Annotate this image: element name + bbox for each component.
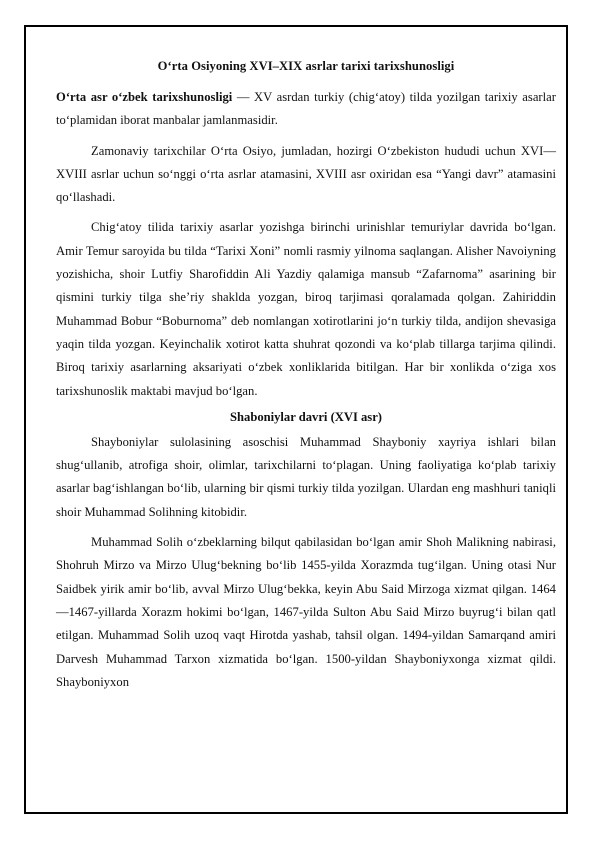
intro-definition: — XV asrdan turkiy (chig‘atoy) tilda yozilgan tarixiy asarlar to‘plamidan iborat manbalar jamlanmasidir. — [56, 90, 556, 128]
section-heading: Shaboniylar davri (XVI asr) — [230, 409, 382, 424]
paragraph-modern-historians: Zamonaviy tarixchilar O‘rta Osiyo, jumladan, hozirgi O‘zbekiston hududi uchun XVI—XVIII asrlar uchun so‘nggi o‘rta asrlar atamasini, XVIII asr oxiridan esa “Yangi davr” atamasini qo‘llashadi. — [56, 143, 556, 205]
paragraph-shaybani-founder: Shayboniylar sulolasining asoschisi Muhammad Shayboniy xayriya ishlari bilan shug‘ullanib, atrofiga shoir, olimlar, tarixchilarni to‘plagan. Uning faoliyatiga ko‘plab tarixiy asarlar bag‘ishlangan bo‘lib, ularning bir qismi turkiy tilda yozilgan. Ulardan eng mashhuri taniqli shoir Muhammad Solihning kitobidir. — [56, 434, 556, 519]
intro-paragraph — [56, 86, 556, 133]
document-body — [56, 56, 556, 701]
paragraph-chagatai-history: Chig‘atoy tilida tarixiy asarlar yozishga birinchi urinishlar temuriylar davrida bo‘lgan. Amir Temur saroyida bu tilda “Tarixi Xoni” nomli rasmiy yilnoma saqlangan. Alisher Navoiyning yozishicha, shoir Lutfiy Sharofiddin Ali Yazdiy qalamiga mansub “Zafarnoma” asarining bir qismini turkiy tilga she’riy shaklda yozgan, biroq tarjimasi qoralamada qolgan. Zahiriddin Muhammad Bobur “Boburnoma” deb nomlangan xotirotlarini jo‘n turkiy tilda, andijon shevasiga yaqin tilda yozgan. Keyinchalik xotirot katta shuhrat qozondi va ko‘plab tillarga tarjima qilindi. Biroq tarixiy asarlarning aksariyati o‘zbek xonliklarida bitilgan. Har bir xonlikda o‘ziga xos tarixshunoslik maktabi mavjud bo‘lgan. — [56, 220, 556, 398]
paragraph-muhammad-solih: Muhammad Solih o‘zbeklarning bilqut qabilasidan bo‘lgan amir Shoh Malikning nabirasi, Shohruh Mirzo va Mirzo Ulug‘bekning bo‘lib 1455-yilda Xorazmda tug‘ilgan. Uning otasi Nur Saidbek yirik amir bo‘lib, avval Mirzo Ulug‘bekka, keyin Abu Said Mirzoga xizmat qilgan. 1464—1467-yillarda Xorazm hokimi bo‘lgan, 1467-yilda Sulton Abu Said Mirzo buyrug‘i bilan qatl etilgan. Muhammad Solih uzoq vaqt Hirotda yashab, tahsil olgan. 1494-yildan Samarqand amiri Darvesh Muhammad Tarxon xizmatida bo‘lgan. 1500-yildan Shayboniyxonga xizmat qildi. Shayboniyxon — [56, 535, 556, 689]
intro-term: O‘rta asr o‘zbek tarixshunosligi — [56, 90, 233, 104]
document-title: O‘rta Osiyoning XVI–XIX asrlar tarixi tarixshunosligi — [157, 59, 455, 73]
